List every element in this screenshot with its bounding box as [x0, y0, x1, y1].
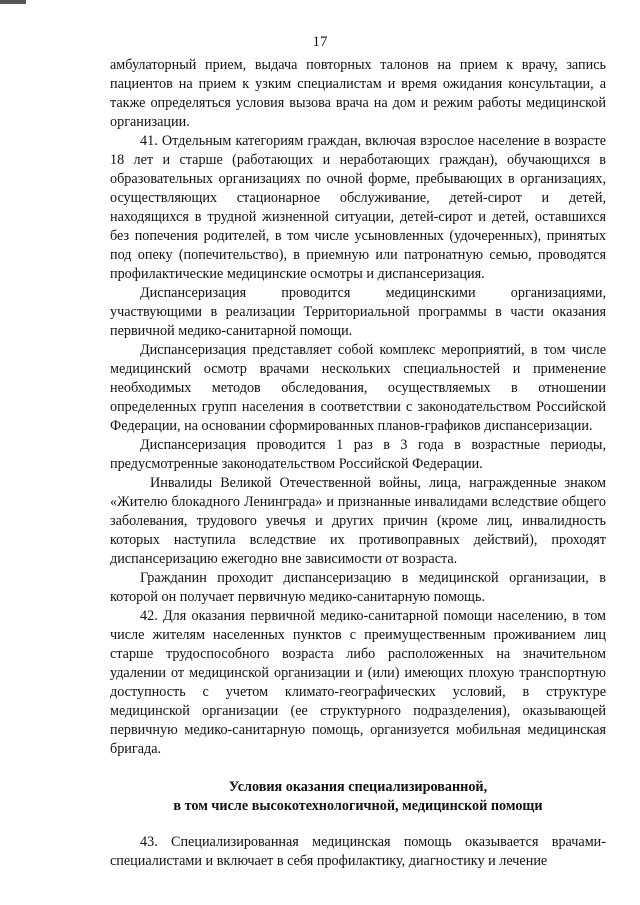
paragraph-citizen-dispensary: Гражданин проходит диспансеризацию в медицинской организации, в которой он получает первичную медико-санитарную помощь. — [110, 570, 606, 605]
paragraph-43: 43. Специализированная медицинская помощь оказывается врачами-специалистами и включает в себя профилактику, диагностику и лечение — [110, 834, 606, 869]
paragraph-dispensary-definition: Диспансеризация представляет собой комплекс мероприятий, в том числе медицинский осмотр врачами нескольких специальностей и применение необходимых методов обследования, осуществляемых в отношении определенных групп населения в соответствии с законодательством Российской Федерации, на основании сформированных планов-графиков диспансеризации. — [110, 342, 606, 434]
section-heading-line-2: в том числе высокотехнологичной, медицинской помощи — [173, 798, 543, 814]
paragraph-dispensary-organizations: Диспансеризация проводится медицинскими организациями, участвующими в реализации Территориальной программы в части оказания первичной медико-санитарной помощи. — [110, 285, 606, 339]
page-number: 17 — [312, 34, 328, 50]
paragraph-dispensary-frequency: Диспансеризация проводится 1 раз в 3 года в возрастные периоды, предусмотренные законодательством Российской Федерации. — [110, 437, 606, 472]
document-body — [110, 56, 606, 871]
paragraph-42: 42. Для оказания первичной медико-санитарной помощи населению, в том числе жителям населенных пунктов с преимущественным проживанием лиц старше трудоспособного возраста либо расположенных на значительном удалении от медицинской организации и (или) имеющих плохую транспортную доступность с учетом климато-географических условий, в структуре медицинской организации (ее структурного подразделения), оказывающей первичную медико-санитарную помощь, организуется мобильная медицинская бригада. — [110, 608, 606, 757]
section-heading — [110, 778, 606, 816]
section-heading-line-1: Условия оказания специализированной, — [228, 779, 488, 795]
paragraph-veterans: Инвалиды Великой Отечественной войны, лица, награжденные знаком «Жителю блокадного Ленинграда» и признанные инвалидами вследствие общего заболевания, трудового увечья и других причин (кроме лиц, инвалидность которых наступила вследствие их противоправных действий), проходят диспансеризацию ежегодно вне зависимости от возраста. — [110, 475, 606, 567]
paragraph-continuation: амбулаторный прием, выдача повторных талонов на прием к врачу, запись пациентов на прием к узким специалистам и время ожидания консультации, а также определяться условия вызова врача на дом и режим работы медицинской организации. — [110, 57, 606, 130]
scan-corner-mark — [0, 0, 26, 4]
paragraph-41: 41. Отдельным категориям граждан, включая взрослое население в возрасте 18 лет и старше (работающих и неработающих граждан), обучающихся в образовательных организациях по очной форме, пребывающих в организациях, осуществляющих стационарное обслуживание, детей-сирот и детей, находящихся в трудной жизненной ситуации, детей-сирот и детей, оставшихся без попечения родителей, в том числе усыновленных (удочеренных), принятых под опеку (попечительство), в приемную или патронатную семью, проводятся профилактические медицинские осмотры и диспансеризация. — [110, 133, 606, 282]
